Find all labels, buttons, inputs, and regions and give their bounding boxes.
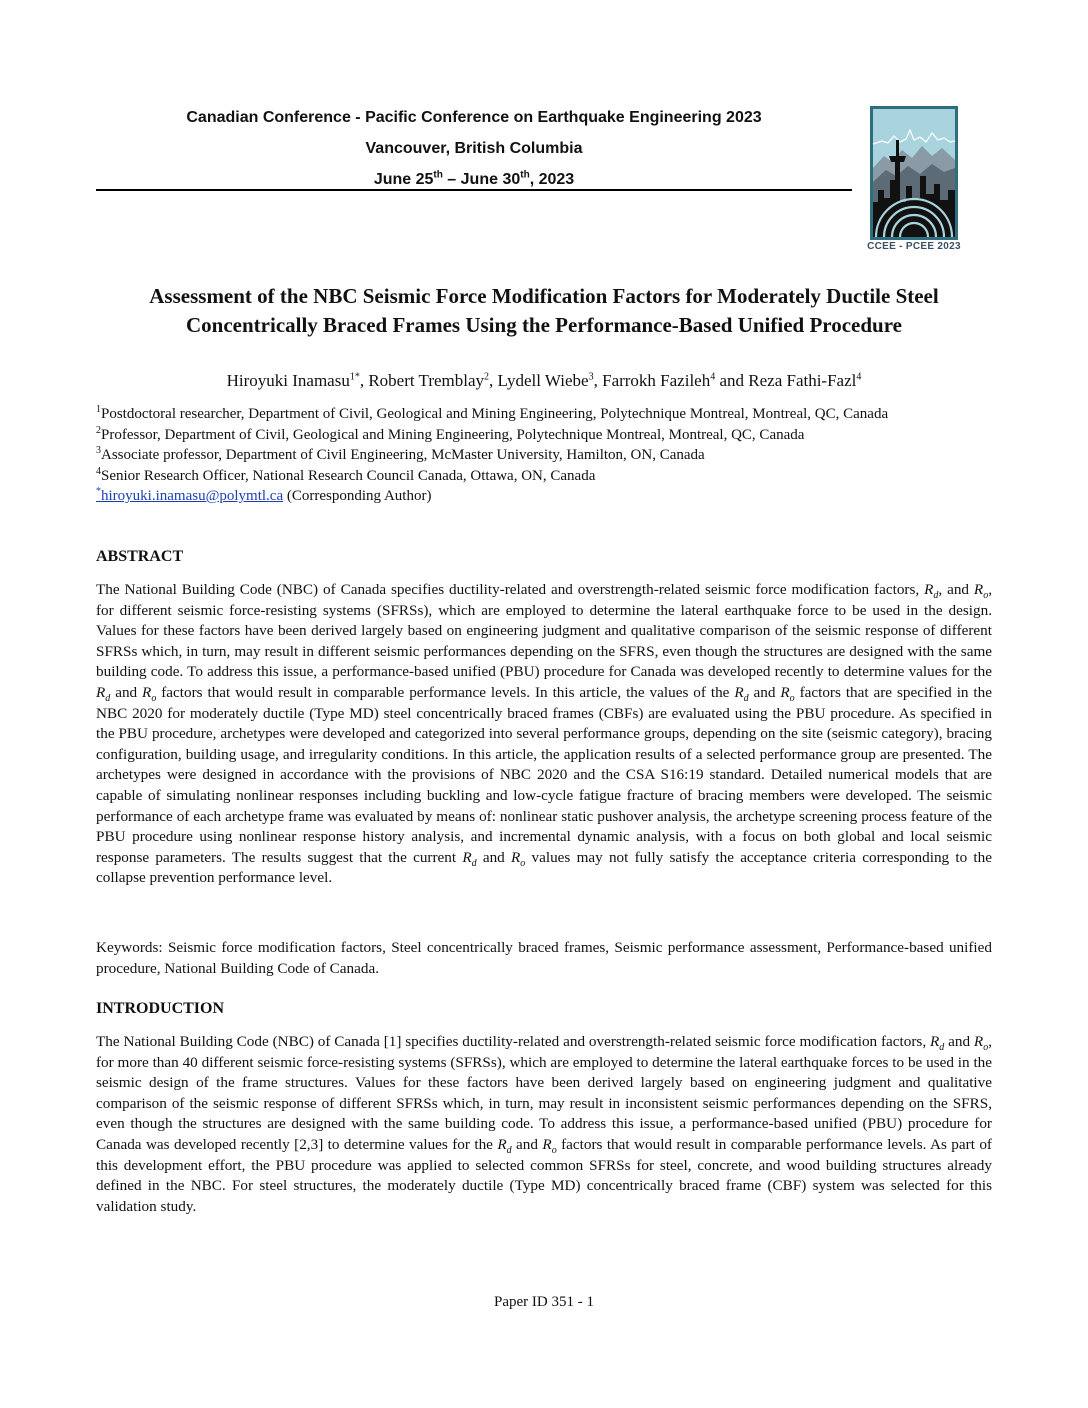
author-name: Robert Tremblay — [368, 371, 485, 390]
author-name: Lydell Wiebe — [497, 371, 589, 390]
corresponding-email-link[interactable]: *hiroyuki.inamasu@polymtl.ca — [96, 486, 284, 504]
affiliations — [96, 404, 992, 507]
conference-header — [96, 104, 852, 197]
conference-location: Vancouver, British Columbia — [365, 140, 583, 157]
keywords: Keywords: Seismic force modification factors, Steel concentrically braced frames, Seismic performance assessment, Performance-based unified procedure, National Building Code of Canada. — [96, 939, 992, 977]
author-list: Hiroyuki Inamasu$^{1*}$, Robert Tremblay$^2$, Lydell Wiebe$^3$, Farrokh Fazileh$^4$ and Reza Fathi-Fazl$^4$ — [226, 371, 862, 390]
introduction-heading: INTRODUCTION — [96, 1000, 225, 1017]
title-line-1: Assessment of the NBC Seismic Force Modification Factors for Moderately Ductile Steel — [149, 284, 939, 308]
logo-caption: CCEE - PCEE 2023 — [867, 241, 961, 252]
author-name: Farrokh Fazileh — [602, 371, 711, 390]
conference-dates: June 25th – June 30th, 2023 — [373, 169, 575, 188]
author-name: Hiroyuki Inamasu — [226, 371, 350, 390]
author-name: Reza Fathi-Fazl — [748, 371, 857, 390]
introduction-text: The National Building Code (NBC) of Canada [1] specifies ductility-related and overstrength-related seismic force modification factors, $R_d$ and $R_o$, for more than 40 different seismic force-resisting systems (SFRSs), which are employed to determine the lateral earthquake forces to be used in the seismic design of the frame structures. Values for these factors have been derived largely based on engineering judgment and qualitative comparison of the seismic response of different SFRSs which, in turn, may result in inconsistent seismic performances depending on the SFRS, even though the structures are designed with the same building code. To address this issue, a performance-based unified (PBU) procedure for Canada was developed recently [2,3] to determine values for the $R_d$ and $R_o$ factors that would result in comparable performance levels. As part of this development effort, the PBU procedure was applied to selected common SFRSs for steel, concrete, and wood building structures already defined in the NBC. For steel structures, the moderately ductile (Type MD) concentrically braced frame (CBF) system was selected for this validation study. — [96, 1033, 992, 1215]
page-footer: Paper ID 351 - 1 — [494, 1294, 594, 1310]
affiliation-item: $^4$Senior Research Officer, National Research Council Canada, Ottawa, ON, Canada — [96, 465, 596, 484]
paper-title — [96, 282, 992, 340]
abstract-heading: ABSTRACT — [96, 548, 184, 565]
header-rule — [96, 189, 852, 191]
corresponding-author: *hiroyuki.inamasu@polymtl.ca (Corresponding Author) — [96, 486, 432, 504]
title-line-2: Concentrically Braced Frames Using the Performance-Based Unified Procedure — [186, 313, 902, 337]
affiliation-item: $^1$Postdoctoral researcher, Department of Civil, Geological and Mining Engineering, Polytechnique Montreal, Montreal, QC, Canada — [96, 404, 889, 422]
affiliation-item: $^3$Associate professor, Department of Civil Engineering, McMaster University, Hamilton, ON, Canada — [96, 445, 705, 463]
conference-logo — [870, 106, 958, 260]
abstract-text: The National Building Code (NBC) of Canada specifies ductility-related and overstrength-related seismic force modification factors, $R_d$, and $R_o$, for different seismic force-resisting systems (SFRSs), which are employed to determine the lateral earthquake force to be used in the design. Values for these factors have been derived largely based on engineering judgment and qualitative comparison of the seismic response of different SFRSs which, in turn, may result in different seismic performances depending on the SFRS, even though the structures are designed with the same building code. To address this issue, a performance-based unified (PBU) procedure for Canada was developed recently to determine values for the $R_d$ and $R_o$ factors that would result in comparable performance levels. In this article, the values of the $R_d$ and $R_o$ factors that are specified in the NBC 2020 for moderately ductile (Type MD) steel concentrically braced frames (CBFs) are evaluated using the PBU procedure. As specified in the PBU procedure, archetypes were developed and categorized into several performance groups, depending on the site (seismic category), bracing configuration, building usage, and irregularity conditions. In this article, the application results of a selected performance group are presented. The archetypes were designed in accordance with the provisions of NBC 2020 and the CSA S16:19 standard. Detailed numerical models that are capable of simulating nonlinear responses including buckling and low-cycle fatigue fracture of bracing members were developed. The seismic performance of each archetype frame was evaluated by means of: nonlinear static pushover analysis, the archetype screening process feature of the PBU procedure using nonlinear response history analysis, and incremental dynamic analysis, with a focus on both global and local seismic response parameters. The results suggest that the current $R_d$ and $R_o$ values may not fully satisfy the acceptance criteria corresponding to the collapse prevention performance level. — [96, 581, 992, 887]
affiliation-item: $^2$Professor, Department of Civil, Geological and Mining Engineering, Polytechnique Montreal, Montreal, QC, Canada — [96, 424, 805, 443]
conference-name: Canadian Conference - Pacific Conference on Earthquake Engineering 2023 — [186, 109, 762, 126]
